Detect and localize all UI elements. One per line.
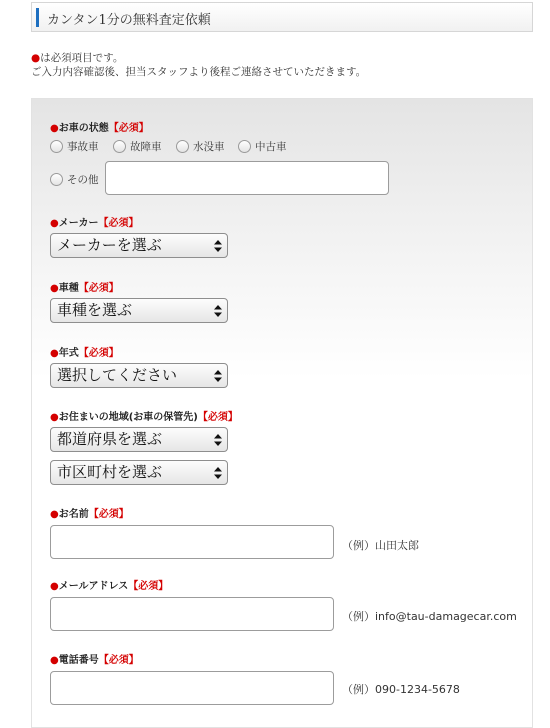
- label-text: メーカー: [58, 218, 99, 229]
- label-maker: [50, 214, 139, 229]
- email-input[interactable]: [50, 597, 334, 631]
- notice-line-2: ご入力内容確認後、担当スタッフより後程ご連絡させていただきます。: [31, 66, 367, 78]
- bullet-dot: ●: [50, 348, 59, 359]
- required-badge: 【必須】: [78, 283, 119, 294]
- required-badge: 【必須】: [108, 123, 149, 134]
- radio-circle[interactable]: [50, 140, 63, 153]
- label-phone: [50, 651, 139, 666]
- radio-label: 中古車: [255, 141, 287, 153]
- select-value: 車種を選ぶ: [57, 301, 133, 319]
- year-select[interactable]: [50, 363, 228, 388]
- label-model: [50, 279, 119, 294]
- bullet-dot: ●: [50, 218, 59, 229]
- required-badge: 【必須】: [78, 348, 119, 359]
- page-title: カンタン1分の無料査定依頼: [47, 13, 211, 28]
- other-condition-input[interactable]: [105, 161, 389, 195]
- label-email: [50, 577, 168, 592]
- label-text: お車の状態: [58, 123, 109, 134]
- select-arrows-icon: [214, 370, 222, 382]
- radio-accident[interactable]: [50, 139, 99, 154]
- required-badge: 【必須】: [98, 655, 139, 666]
- label-text: メールアドレス: [58, 581, 129, 592]
- maker-select[interactable]: [50, 233, 228, 258]
- radio-circle[interactable]: [50, 173, 63, 186]
- label-text: 年式: [58, 348, 79, 359]
- bullet-dot: ●: [50, 123, 59, 134]
- required-dot: ●: [31, 52, 41, 64]
- label-text: 車種: [58, 283, 79, 294]
- radio-label: 事故車: [67, 141, 99, 153]
- required-badge: 【必須】: [88, 509, 129, 520]
- name-input[interactable]: [50, 525, 334, 559]
- radio-label: 故障車: [130, 141, 162, 153]
- prefecture-select[interactable]: [50, 427, 228, 452]
- title-accent-bar: [36, 8, 39, 27]
- phone-input[interactable]: [50, 671, 334, 705]
- radio-flooded[interactable]: [176, 139, 225, 154]
- bullet-dot: ●: [50, 655, 59, 666]
- model-select[interactable]: [50, 298, 228, 323]
- required-badge: 【必須】: [98, 218, 139, 229]
- label-region: [50, 408, 238, 423]
- radio-label: 水没車: [193, 141, 225, 153]
- select-arrows-icon: [214, 434, 222, 446]
- label-text: お名前: [58, 509, 89, 520]
- email-example: （例）info@tau-damagecar.com: [342, 610, 517, 623]
- radio-label: その他: [67, 174, 99, 186]
- radio-circle[interactable]: [113, 140, 126, 153]
- label-text: お住まいの地域(お車の保管先): [58, 412, 198, 423]
- label-text: 電話番号: [58, 655, 99, 666]
- radio-circle[interactable]: [176, 140, 189, 153]
- select-value: メーカーを選ぶ: [57, 236, 162, 254]
- radio-used[interactable]: [238, 139, 287, 154]
- required-badge: 【必須】: [128, 581, 169, 592]
- city-select[interactable]: [50, 460, 228, 485]
- select-arrows-icon: [214, 467, 222, 479]
- required-notice: [31, 51, 366, 79]
- select-arrows-icon: [214, 305, 222, 317]
- select-value: 都道府県を選ぶ: [57, 430, 163, 448]
- bullet-dot: ●: [50, 412, 59, 423]
- select-value: 選択してください: [57, 366, 178, 384]
- radio-circle[interactable]: [238, 140, 251, 153]
- label-name: [50, 505, 129, 520]
- label-condition: [50, 119, 149, 134]
- bullet-dot: ●: [50, 283, 59, 294]
- bullet-dot: ●: [50, 581, 59, 592]
- phone-example: （例）090-1234-5678: [342, 683, 460, 696]
- select-arrows-icon: [214, 240, 222, 252]
- bullet-dot: ●: [50, 509, 59, 520]
- notice-line-1: は必須項目です。: [40, 52, 124, 64]
- radio-other[interactable]: [50, 172, 99, 187]
- required-badge: 【必須】: [197, 412, 238, 423]
- name-example: （例）山田太郎: [342, 539, 419, 552]
- label-year: [50, 344, 119, 359]
- select-value: 市区町村を選ぶ: [57, 463, 163, 481]
- radio-breakdown[interactable]: [113, 139, 162, 154]
- form-title-bar: [31, 2, 533, 32]
